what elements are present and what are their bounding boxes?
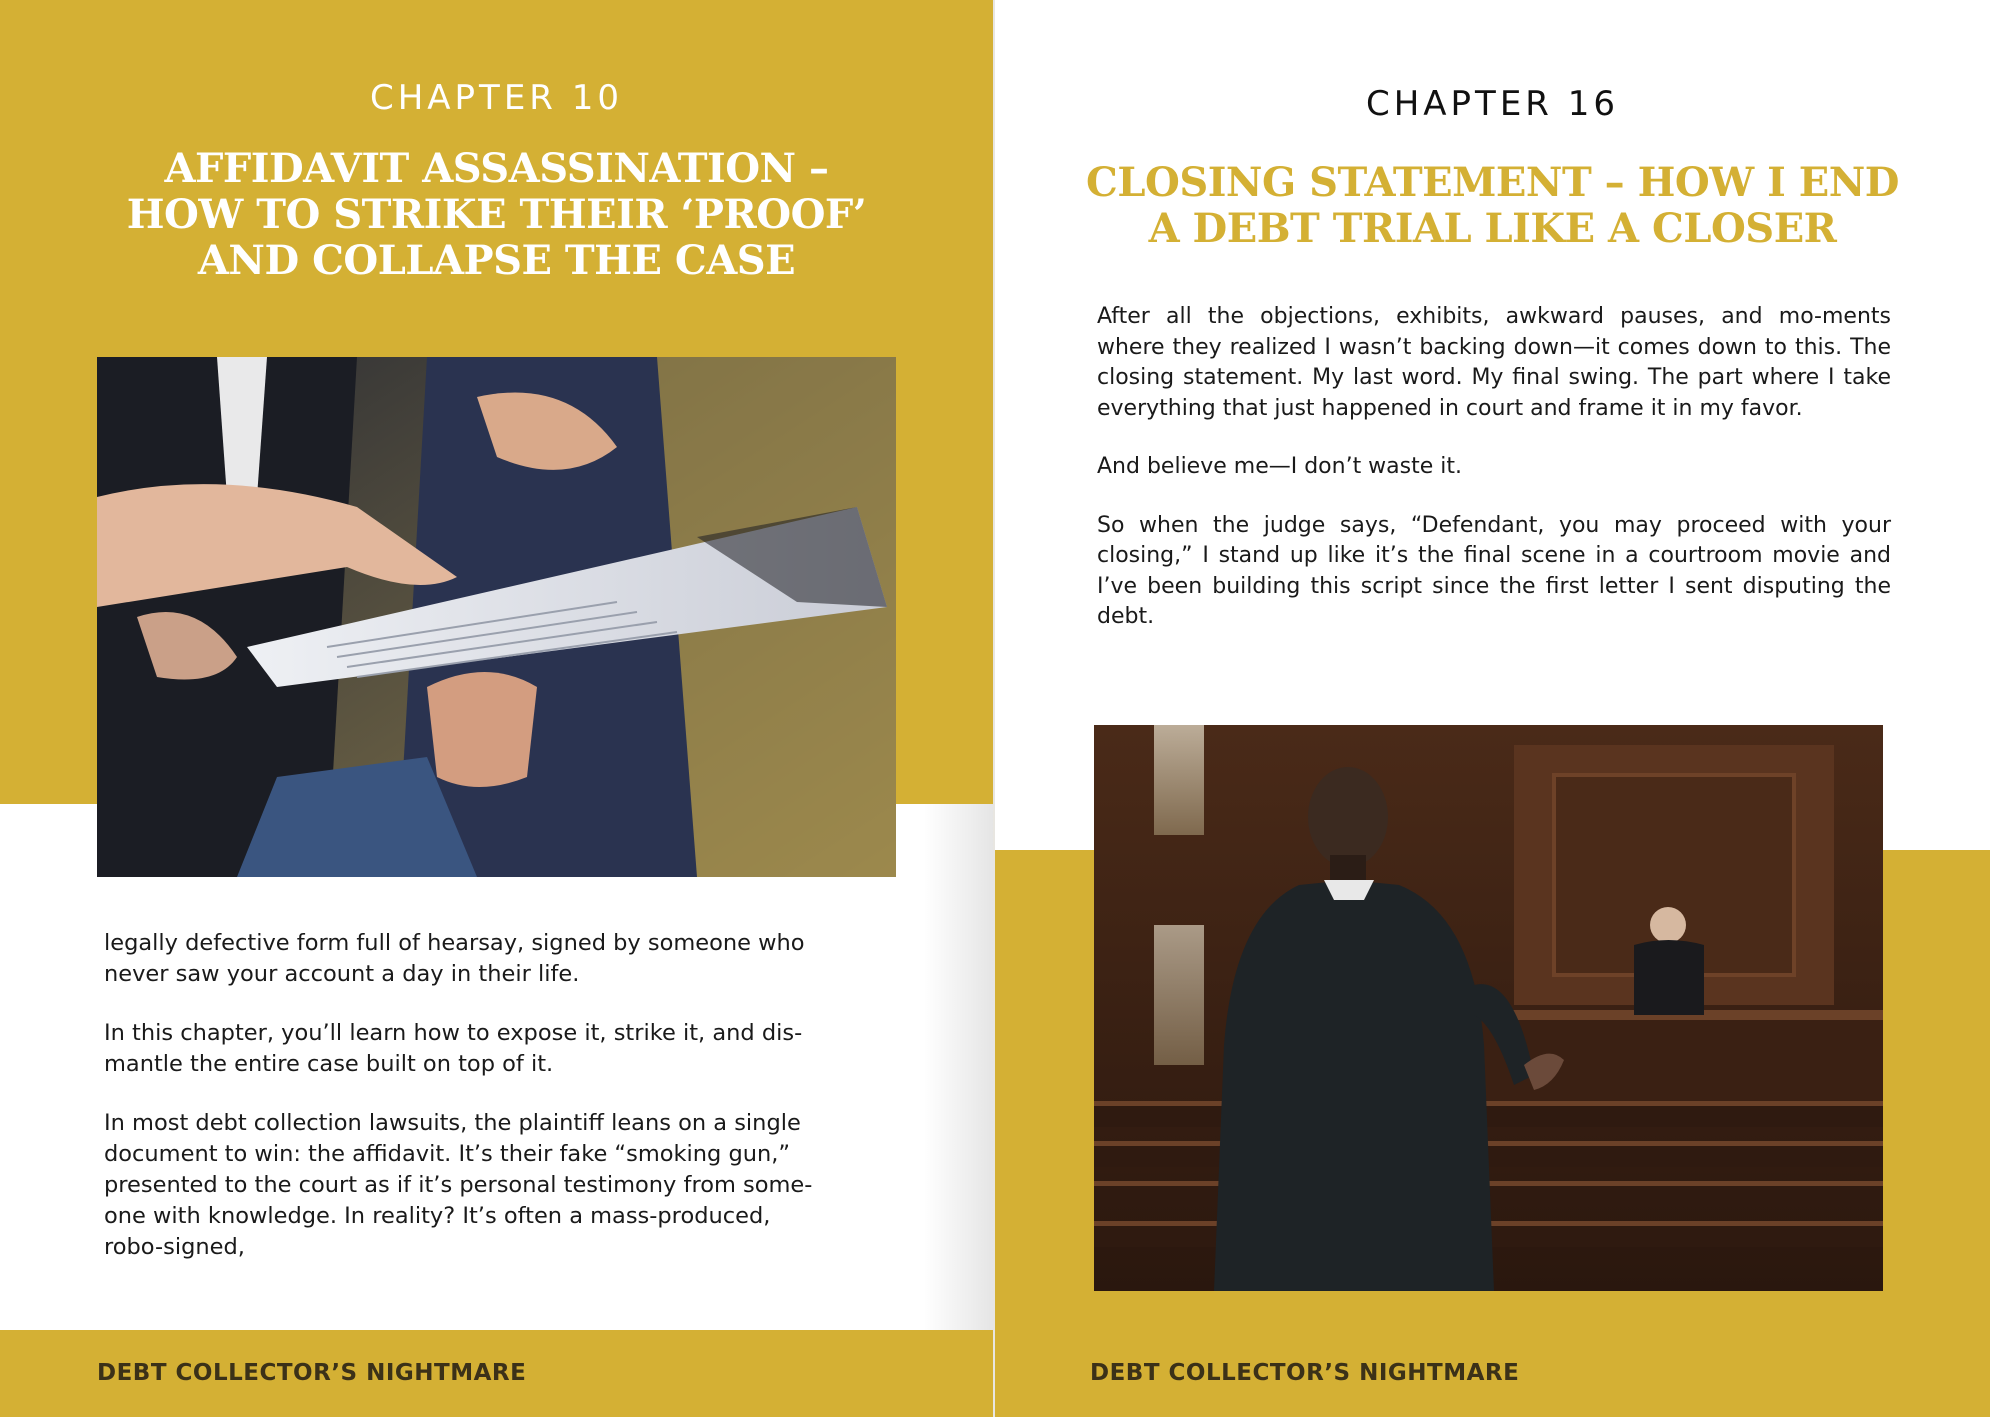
page-curl-shade (923, 804, 993, 1330)
body-line: document to win: the affidavit. It’s their fake “smoking gun,” (104, 1141, 791, 1167)
chapter-title (40, 146, 953, 284)
body-line: mantle the entire case built on top of it. (104, 1051, 554, 1077)
body-paragraph: So when the judge says, “Defendant, you may proceed with your closing,” I stand up like it’s the final scene in a courtroom movie and I’ve been building this script since the first letter I sent disputing the debt. (1097, 512, 1891, 629)
body-line: In this chapter, you’ll learn how to expose it, strike it, and dis- (104, 1020, 803, 1046)
courtroom-photo (1094, 725, 1883, 1291)
title-line: A DEBT TRIAL LIKE A CLOSER (1148, 205, 1837, 252)
body-line: one with knowledge. In reality? It’s often a mass-produced, (104, 1203, 771, 1229)
chapter-label: CHAPTER 16 (1365, 84, 1619, 124)
running-footer: DEBT COLLECTOR’S NIGHTMARE (1090, 1360, 1520, 1386)
body-paragraph (104, 928, 904, 990)
body-paragraph: After all the objections, exhibits, awkward pauses, and mo-ments where they realized I wasn’t backing down—it comes down to this. The closing statement. My last word. My final swing. The part where I take everything that just happened in court and frame it in my favor. (1097, 304, 1891, 421)
left-body-text (104, 928, 904, 1291)
right-page (995, 0, 1990, 1417)
title-line: CLOSING STATEMENT – HOW I END (1086, 159, 1899, 206)
chapter-title (1055, 160, 1930, 252)
body-line: In most debt collection lawsuits, the plaintiff leans on a single (104, 1110, 801, 1136)
title-line: AND COLLAPSE THE CASE (197, 237, 796, 284)
body-paragraph (104, 1108, 904, 1263)
body-line: robo-signed, (104, 1234, 245, 1260)
title-line: AFFIDAVIT ASSASSINATION – (164, 145, 829, 192)
courtroom-illustration (1094, 725, 1883, 1291)
body-paragraph: And believe me—I don’t waste it. (1097, 454, 1463, 479)
right-body-text (1097, 302, 1891, 661)
body-line: never saw your account a day in their life. (104, 961, 580, 987)
chapter-label: CHAPTER 10 (369, 78, 623, 118)
running-footer: DEBT COLLECTOR’S NIGHTMARE (97, 1360, 527, 1386)
body-line: legally defective form full of hearsay, signed by someone who (104, 930, 805, 956)
title-line: HOW TO STRIKE THEIR ‘PROOF’ (126, 191, 867, 238)
hands-document-illustration (97, 357, 896, 877)
body-paragraph (104, 1018, 904, 1080)
left-page (0, 0, 993, 1417)
affidavit-photo (97, 357, 896, 877)
body-line: presented to the court as if it’s personal testimony from some- (104, 1172, 813, 1198)
